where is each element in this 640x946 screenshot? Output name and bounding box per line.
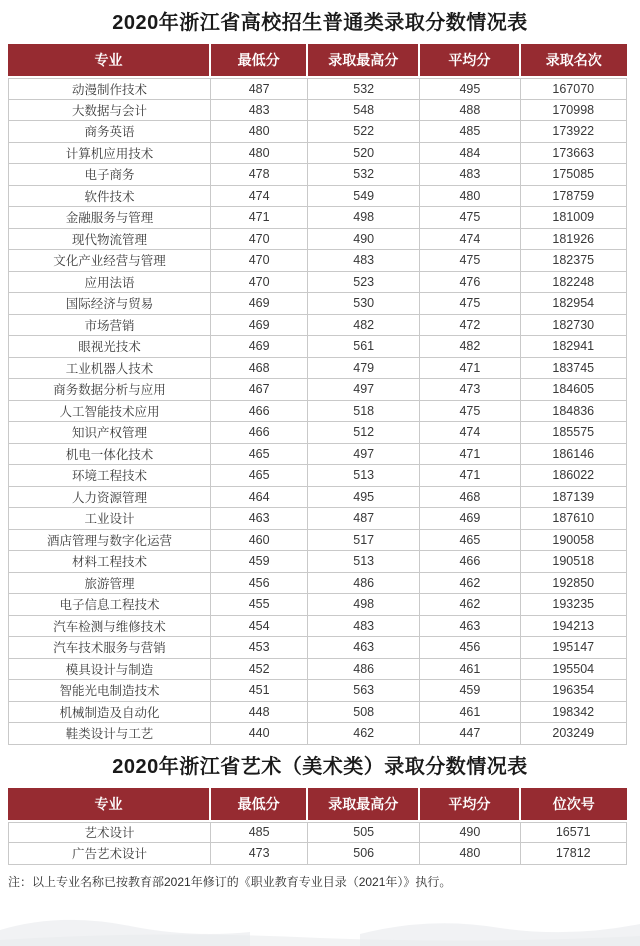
table-row <box>8 444 627 466</box>
table-cell: 电子信息工程技术 <box>8 594 211 616</box>
general-admission-table <box>8 44 627 745</box>
table-cell: 182730 <box>521 315 628 337</box>
table-row <box>8 401 627 423</box>
table-row <box>8 229 627 251</box>
table-cell: 材料工程技术 <box>8 551 211 573</box>
table-cell: 469 <box>420 508 520 530</box>
table-row <box>8 822 627 844</box>
table-cell: 181926 <box>521 229 628 251</box>
table-cell: 486 <box>308 573 420 595</box>
table-cell: 468 <box>211 358 308 380</box>
table-cell: 184836 <box>521 401 628 423</box>
table-cell: 170998 <box>521 100 628 122</box>
table-row <box>8 594 627 616</box>
table-cell: 185575 <box>521 422 628 444</box>
table-cell: 471 <box>420 358 520 380</box>
column-header: 录取最高分 <box>308 44 420 78</box>
general-table-header <box>8 44 627 78</box>
table-cell: 187610 <box>521 508 628 530</box>
table-cell: 462 <box>308 723 420 745</box>
table-cell: 大数据与会计 <box>8 100 211 122</box>
table-cell: 16571 <box>521 822 628 844</box>
table-cell: 469 <box>211 315 308 337</box>
art-table-header <box>8 788 627 822</box>
table-cell: 549 <box>308 186 420 208</box>
table-cell: 522 <box>308 121 420 143</box>
table-row <box>8 551 627 573</box>
table-cell: 451 <box>211 680 308 702</box>
table-cell: 447 <box>420 723 520 745</box>
table-cell: 193235 <box>521 594 628 616</box>
table-cell: 462 <box>420 573 520 595</box>
table-cell: 模具设计与制造 <box>8 659 211 681</box>
table-cell: 469 <box>211 293 308 315</box>
table-cell: 184605 <box>521 379 628 401</box>
table-cell: 461 <box>420 659 520 681</box>
table-cell: 474 <box>211 186 308 208</box>
table-row <box>8 573 627 595</box>
table-cell: 486 <box>308 659 420 681</box>
table-cell: 474 <box>420 422 520 444</box>
table-cell: 468 <box>420 487 520 509</box>
table-cell: 456 <box>420 637 520 659</box>
table-cell: 517 <box>308 530 420 552</box>
table-cell: 鞋类设计与工艺 <box>8 723 211 745</box>
table-cell: 17812 <box>521 843 628 865</box>
table-cell: 485 <box>420 121 520 143</box>
header-row <box>8 44 627 78</box>
table-cell: 470 <box>211 250 308 272</box>
table-cell: 480 <box>211 121 308 143</box>
table-cell: 485 <box>211 822 308 844</box>
table-row <box>8 487 627 509</box>
table-row <box>8 336 627 358</box>
table-cell: 商务数据分析与应用 <box>8 379 211 401</box>
table-cell: 工业机器人技术 <box>8 358 211 380</box>
table-row <box>8 659 627 681</box>
table-cell: 机械制造及自动化 <box>8 702 211 724</box>
table-row <box>8 843 627 865</box>
table-cell: 530 <box>308 293 420 315</box>
table-cell: 466 <box>211 422 308 444</box>
table-cell: 480 <box>420 186 520 208</box>
column-header: 平均分 <box>420 44 520 78</box>
table-cell: 563 <box>308 680 420 702</box>
table-cell: 190518 <box>521 551 628 573</box>
table-cell: 机电一体化技术 <box>8 444 211 466</box>
art-admission-table <box>8 788 627 865</box>
table-cell: 194213 <box>521 616 628 638</box>
table-row <box>8 272 627 294</box>
footnote: 注：以上专业名称已按教育部2021年修订的《职业教育专业目录（2021年）》执行。 <box>8 874 452 889</box>
table-cell: 动漫制作技术 <box>8 78 211 100</box>
table-cell: 186146 <box>521 444 628 466</box>
table-cell: 448 <box>211 702 308 724</box>
table-cell: 475 <box>420 401 520 423</box>
table-cell: 178759 <box>521 186 628 208</box>
table-cell: 电子商务 <box>8 164 211 186</box>
table-cell: 512 <box>308 422 420 444</box>
table-cell: 195504 <box>521 659 628 681</box>
table-cell: 173663 <box>521 143 628 165</box>
table-cell: 459 <box>420 680 520 702</box>
table-row <box>8 207 627 229</box>
table-cell: 483 <box>308 616 420 638</box>
general-table-title: 2020年浙江省高校招生普通类录取分数情况表 <box>112 12 528 34</box>
table-row <box>8 315 627 337</box>
table-cell: 475 <box>420 207 520 229</box>
table-cell: 454 <box>211 616 308 638</box>
table-cell: 汽车技术服务与营销 <box>8 637 211 659</box>
table-cell: 465 <box>211 465 308 487</box>
table-cell: 479 <box>308 358 420 380</box>
table-cell: 181009 <box>521 207 628 229</box>
column-header: 位次号 <box>521 788 628 822</box>
table-row <box>8 637 627 659</box>
table-row <box>8 78 627 100</box>
table-cell: 市场营销 <box>8 315 211 337</box>
table-cell: 471 <box>420 444 520 466</box>
table-row <box>8 358 627 380</box>
table-row <box>8 530 627 552</box>
table-cell: 478 <box>211 164 308 186</box>
table-cell: 480 <box>211 143 308 165</box>
table-cell: 计算机应用技术 <box>8 143 211 165</box>
table-cell: 513 <box>308 551 420 573</box>
table-cell: 495 <box>308 487 420 509</box>
table-cell: 483 <box>308 250 420 272</box>
table-cell: 广告艺术设计 <box>8 843 211 865</box>
table-cell: 459 <box>211 551 308 573</box>
table-cell: 467 <box>211 379 308 401</box>
table-cell: 182941 <box>521 336 628 358</box>
table-cell: 484 <box>420 143 520 165</box>
table-cell: 现代物流管理 <box>8 229 211 251</box>
table-cell: 192850 <box>521 573 628 595</box>
table-cell: 商务英语 <box>8 121 211 143</box>
table-cell: 475 <box>420 293 520 315</box>
page <box>0 12 640 946</box>
table-cell: 497 <box>308 379 420 401</box>
table-cell: 国际经济与贸易 <box>8 293 211 315</box>
table-cell: 520 <box>308 143 420 165</box>
table-cell: 466 <box>211 401 308 423</box>
table-cell: 190058 <box>521 530 628 552</box>
table-cell: 488 <box>420 100 520 122</box>
table-cell: 软件技术 <box>8 186 211 208</box>
table-cell: 182954 <box>521 293 628 315</box>
table-cell: 466 <box>420 551 520 573</box>
table-cell: 文化产业经营与管理 <box>8 250 211 272</box>
table-cell: 汽车检测与维修技术 <box>8 616 211 638</box>
table-cell: 智能光电制造技术 <box>8 680 211 702</box>
table-row <box>8 465 627 487</box>
table-cell: 环境工程技术 <box>8 465 211 487</box>
table-cell: 应用法语 <box>8 272 211 294</box>
table-cell: 498 <box>308 594 420 616</box>
column-header: 最低分 <box>211 788 308 822</box>
table-row <box>8 379 627 401</box>
table-cell: 175085 <box>521 164 628 186</box>
table-cell: 505 <box>308 822 420 844</box>
column-header: 最低分 <box>211 44 308 78</box>
table-cell: 460 <box>211 530 308 552</box>
table-cell: 195147 <box>521 637 628 659</box>
table-cell: 眼视光技术 <box>8 336 211 358</box>
table-row <box>8 616 627 638</box>
art-table-body <box>8 822 627 865</box>
table-cell: 498 <box>308 207 420 229</box>
table-cell: 476 <box>420 272 520 294</box>
table-cell: 532 <box>308 164 420 186</box>
table-cell: 465 <box>420 530 520 552</box>
art-table-title: 2020年浙江省艺术（美术类）录取分数情况表 <box>112 755 528 778</box>
table-cell: 463 <box>211 508 308 530</box>
header-row <box>8 788 627 822</box>
table-cell: 561 <box>308 336 420 358</box>
table-cell: 203249 <box>521 723 628 745</box>
table-cell: 182375 <box>521 250 628 272</box>
table-cell: 461 <box>420 702 520 724</box>
table-cell: 495 <box>420 78 520 100</box>
column-header: 录取名次 <box>521 44 628 78</box>
table-cell: 506 <box>308 843 420 865</box>
table-cell: 183745 <box>521 358 628 380</box>
table-cell: 471 <box>420 465 520 487</box>
table-cell: 463 <box>420 616 520 638</box>
table-cell: 462 <box>420 594 520 616</box>
table-cell: 497 <box>308 444 420 466</box>
table-cell: 469 <box>211 336 308 358</box>
table-cell: 532 <box>308 78 420 100</box>
table-row <box>8 702 627 724</box>
table-cell: 198342 <box>521 702 628 724</box>
table-cell: 513 <box>308 465 420 487</box>
table-cell: 金融服务与管理 <box>8 207 211 229</box>
table-cell: 196354 <box>521 680 628 702</box>
table-row <box>8 293 627 315</box>
table-cell: 工业设计 <box>8 508 211 530</box>
table-row <box>8 508 627 530</box>
table-cell: 452 <box>211 659 308 681</box>
column-header: 专业 <box>8 788 211 822</box>
table-cell: 465 <box>211 444 308 466</box>
table-cell: 455 <box>211 594 308 616</box>
table-row <box>8 164 627 186</box>
table-cell: 523 <box>308 272 420 294</box>
table-cell: 人力资源管理 <box>8 487 211 509</box>
table-cell: 456 <box>211 573 308 595</box>
table-cell: 知识产权管理 <box>8 422 211 444</box>
table-cell: 487 <box>211 78 308 100</box>
table-row <box>8 723 627 745</box>
table-row <box>8 422 627 444</box>
table-cell: 人工智能技术应用 <box>8 401 211 423</box>
table-cell: 473 <box>211 843 308 865</box>
column-header: 录取最高分 <box>308 788 420 822</box>
table-cell: 艺术设计 <box>8 822 211 844</box>
general-table-body <box>8 78 627 745</box>
background-mountains-decoration <box>0 900 640 946</box>
table-cell: 453 <box>211 637 308 659</box>
table-cell: 187139 <box>521 487 628 509</box>
table-cell: 483 <box>420 164 520 186</box>
table-cell: 480 <box>420 843 520 865</box>
table-cell: 464 <box>211 487 308 509</box>
table-cell: 508 <box>308 702 420 724</box>
column-header: 平均分 <box>420 788 520 822</box>
table-cell: 173922 <box>521 121 628 143</box>
table-row <box>8 186 627 208</box>
table-cell: 482 <box>420 336 520 358</box>
table-cell: 旅游管理 <box>8 573 211 595</box>
table-cell: 473 <box>420 379 520 401</box>
table-row <box>8 680 627 702</box>
table-cell: 474 <box>420 229 520 251</box>
table-cell: 472 <box>420 315 520 337</box>
table-cell: 487 <box>308 508 420 530</box>
table-cell: 475 <box>420 250 520 272</box>
table-cell: 490 <box>420 822 520 844</box>
table-cell: 490 <box>308 229 420 251</box>
table-row <box>8 250 627 272</box>
table-row <box>8 143 627 165</box>
table-cell: 518 <box>308 401 420 423</box>
table-cell: 482 <box>308 315 420 337</box>
table-cell: 548 <box>308 100 420 122</box>
table-cell: 182248 <box>521 272 628 294</box>
table-cell: 酒店管理与数字化运营 <box>8 530 211 552</box>
table-cell: 470 <box>211 229 308 251</box>
table-cell: 483 <box>211 100 308 122</box>
table-cell: 186022 <box>521 465 628 487</box>
table-cell: 463 <box>308 637 420 659</box>
table-cell: 471 <box>211 207 308 229</box>
table-cell: 167070 <box>521 78 628 100</box>
table-row <box>8 100 627 122</box>
table-cell: 440 <box>211 723 308 745</box>
column-header: 专业 <box>8 44 211 78</box>
table-row <box>8 121 627 143</box>
table-cell: 470 <box>211 272 308 294</box>
